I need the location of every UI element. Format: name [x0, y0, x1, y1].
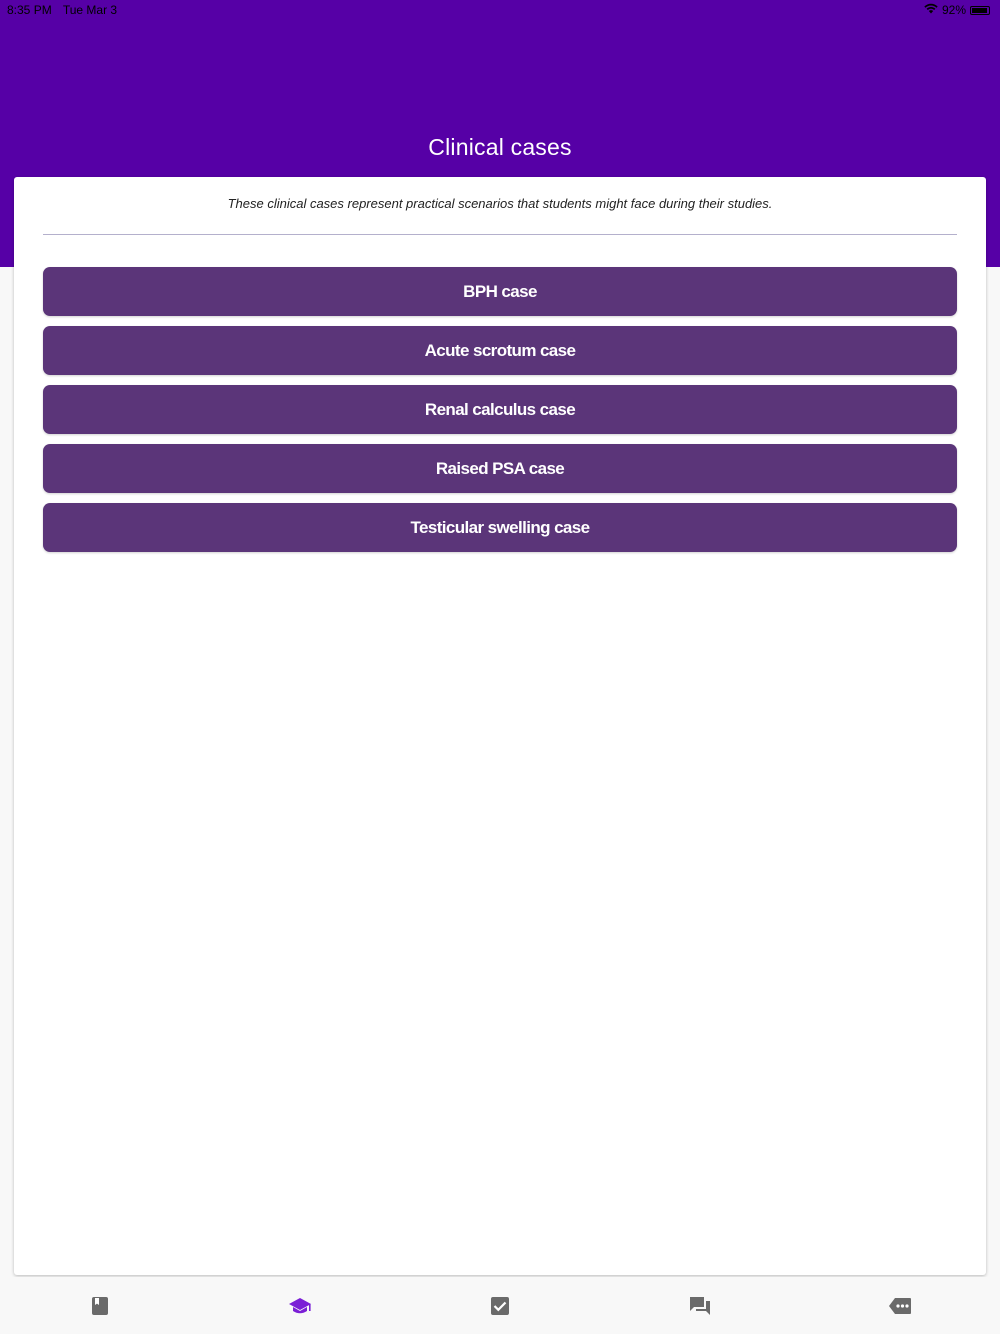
forum-icon	[689, 1296, 711, 1316]
book-icon	[90, 1296, 110, 1316]
tab-courses[interactable]	[200, 1277, 400, 1334]
case-button-renal-calculus[interactable]: Renal calculus case	[43, 385, 957, 434]
case-button-testicular-swelling[interactable]: Testicular swelling case	[43, 503, 957, 552]
case-list	[43, 267, 957, 552]
more-tag-icon	[888, 1297, 912, 1315]
case-button-acute-scrotum[interactable]: Acute scrotum case	[43, 326, 957, 375]
battery-icon	[970, 6, 990, 15]
status-left	[7, 3, 125, 17]
case-button-raised-psa[interactable]: Raised PSA case	[43, 444, 957, 493]
battery-percent: 92%	[941, 3, 966, 17]
cases-card	[14, 177, 986, 1275]
tab-book[interactable]	[0, 1277, 200, 1334]
status-bar	[0, 0, 1000, 20]
wifi-icon	[924, 3, 938, 17]
case-button-bph[interactable]: BPH case	[43, 267, 957, 316]
graduation-cap-icon	[288, 1296, 312, 1316]
tab-more[interactable]	[800, 1277, 1000, 1334]
status-time: 8:35 PM	[7, 3, 52, 17]
tab-forum[interactable]	[600, 1277, 800, 1334]
divider	[43, 234, 957, 235]
status-date: Tue Mar 3	[62, 3, 118, 17]
intro-text: These clinical cases represent practical scenarios that students might face during their studies.	[227, 196, 773, 211]
checkbox-icon	[490, 1296, 510, 1316]
tab-quiz[interactable]	[400, 1277, 600, 1334]
page-title: Clinical cases	[428, 134, 572, 160]
status-right	[924, 3, 990, 17]
tab-bar	[0, 1277, 1000, 1334]
